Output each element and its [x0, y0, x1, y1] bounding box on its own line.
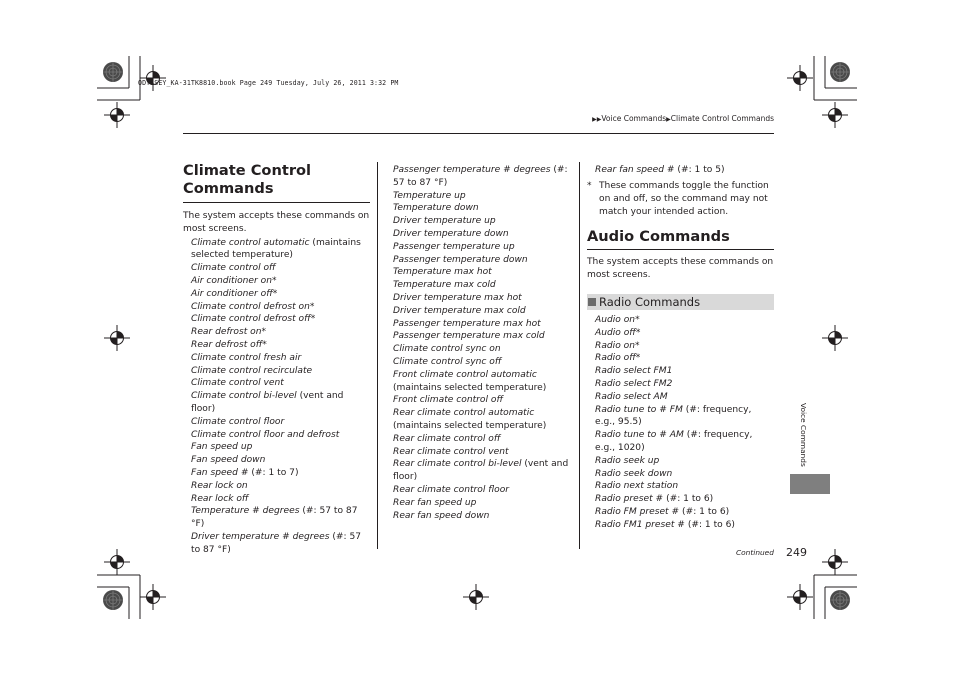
section-tab: [790, 474, 830, 494]
list-item: Driver temperature down: [393, 228, 509, 239]
list-item: Radio select FM1: [595, 366, 673, 377]
list-item: Rear defrost off*: [191, 339, 267, 350]
list-item: Rear lock on: [191, 480, 248, 491]
list-item: Climate control sync on: [393, 344, 501, 355]
list-item: Passenger temperature max cold: [393, 331, 545, 342]
list-item: Radio tune to # AM (#: frequency, e.g., 1020): [595, 430, 753, 453]
breadcrumb-page: Climate Control Commands: [670, 114, 774, 123]
list-item: Rear climate control off: [393, 433, 501, 444]
climate-command-list-1: [191, 237, 370, 557]
list-item: Radio seek up: [595, 455, 660, 466]
list-item: Rear climate control bi-level (vent and floor): [393, 459, 569, 483]
list-item: Rear defrost on*: [191, 327, 267, 338]
list-item: Passenger temperature up: [393, 241, 515, 252]
climate-column-2: [393, 164, 571, 522]
list-item: Radio off*: [595, 353, 641, 364]
climate-title-line1: Climate Control: [183, 162, 312, 179]
list-item: Rear climate control floor: [393, 484, 510, 495]
list-item: Rear climate control vent: [393, 446, 509, 457]
radio-command-list: [595, 314, 773, 532]
list-item: Climate control sync off: [393, 356, 502, 367]
list-item: Climate control defrost on*: [191, 301, 315, 312]
list-item: Radio select FM2: [595, 378, 673, 389]
continued-label: Continued: [736, 548, 774, 557]
column-divider-2: [579, 162, 580, 549]
list-item: Front climate control off: [393, 395, 504, 406]
audio-intro: The system accepts these commands on most screens.: [587, 257, 774, 280]
double-triangle-icon: ▶▶: [592, 116, 602, 123]
list-item: Climate control automatic (maintains selected temperature): [191, 237, 361, 261]
list-item: Temperature up: [393, 190, 466, 201]
audio-section: [587, 228, 774, 282]
list-item: Passenger temperature # degrees (#: 57 to 87 °F): [393, 165, 568, 188]
list-item: Climate control fresh air: [191, 352, 302, 363]
footnote-mark: *: [587, 181, 592, 191]
list-item: Fan speed up: [191, 442, 253, 453]
list-item: Driver temperature max hot: [393, 292, 522, 303]
list-item: Climate control defrost off*: [191, 314, 316, 325]
list-item: Driver temperature up: [393, 216, 496, 227]
list-item: Climate control vent: [191, 378, 284, 389]
breadcrumb-section: Voice Commands: [601, 114, 667, 123]
page-number: 249: [786, 546, 807, 559]
list-item: Climate control off: [191, 263, 276, 274]
list-item: Rear fan speed up: [393, 497, 477, 508]
title-rule: [183, 202, 370, 203]
list-item: Climate control floor and defrost: [191, 429, 340, 440]
subhead-label: Radio Commands: [599, 295, 701, 309]
list-item: Rear fan speed down: [393, 510, 490, 521]
list-item: Air conditioner off*: [191, 288, 278, 299]
list-item: Radio on*: [595, 340, 640, 351]
climate-title-line2: Commands: [183, 180, 274, 197]
list-item: Fan speed # (#: 1 to 7): [191, 467, 299, 478]
list-item: Radio next station: [595, 481, 679, 492]
list-item: Audio off*: [595, 327, 641, 338]
list-item: Temperature max hot: [393, 267, 492, 278]
list-item: Radio preset # (#: 1 to 6): [595, 494, 714, 505]
list-item: Radio select AM: [595, 391, 668, 402]
climate-column-1: [183, 162, 370, 557]
breadcrumb: [592, 114, 774, 123]
list-item: Driver temperature # degrees (#: 57 to 87 °F): [191, 531, 362, 555]
list-item: Passenger temperature down: [393, 254, 528, 265]
list-item: Climate control recirculate: [191, 365, 313, 376]
list-item: Climate control bi-level (vent and floor): [191, 391, 344, 414]
list-item: Rear lock off: [191, 493, 249, 504]
side-section-label: Voice Commands: [799, 403, 808, 467]
triangle-icon: ▶: [666, 116, 671, 123]
list-item: Audio on*: [595, 315, 640, 325]
list-item: Rear fan speed # (#: 1 to 5): [595, 165, 725, 175]
audio-title-rule: [587, 249, 774, 250]
climate-column-3: [595, 164, 773, 177]
header-rule: [183, 133, 774, 134]
list-item: Climate control floor: [191, 416, 285, 427]
list-item: Air conditioner on*: [191, 275, 277, 286]
column-divider-1: [377, 162, 378, 549]
list-item: Front climate control automatic (maintains selected temperature): [393, 369, 547, 393]
footnote: [587, 180, 774, 218]
climate-intro: The system accepts these commands on most screens.: [183, 211, 370, 234]
list-item: Fan speed down: [191, 455, 266, 466]
list-item: Driver temperature max cold: [393, 305, 526, 316]
footnote-text: These commands toggle the function on and off, so the command may not match your intended action.: [599, 181, 769, 217]
square-bullet-icon: [588, 298, 596, 306]
list-item: Radio seek down: [595, 468, 673, 479]
list-item: Radio FM1 preset # (#: 1 to 6): [595, 519, 735, 530]
radio-commands-subhead: [587, 294, 774, 310]
file-info: ODYSSEY_KA-31TK8810.book Page 249 Tuesday, July 26, 2011 3:32 PM: [138, 79, 399, 87]
audio-title: Audio Commands: [587, 228, 730, 245]
list-item: Temperature # degrees (#: 57 to 87 °F): [191, 506, 358, 530]
list-item: Radio FM preset # (#: 1 to 6): [595, 506, 730, 517]
list-item: Passenger temperature max hot: [393, 318, 541, 329]
list-item: Temperature max cold: [393, 280, 496, 291]
list-item: Temperature down: [393, 203, 479, 214]
list-item: Rear climate control automatic (maintains selected temperature): [393, 408, 547, 431]
list-item: Radio tune to # FM (#: frequency, e.g., 95.5): [595, 404, 752, 428]
